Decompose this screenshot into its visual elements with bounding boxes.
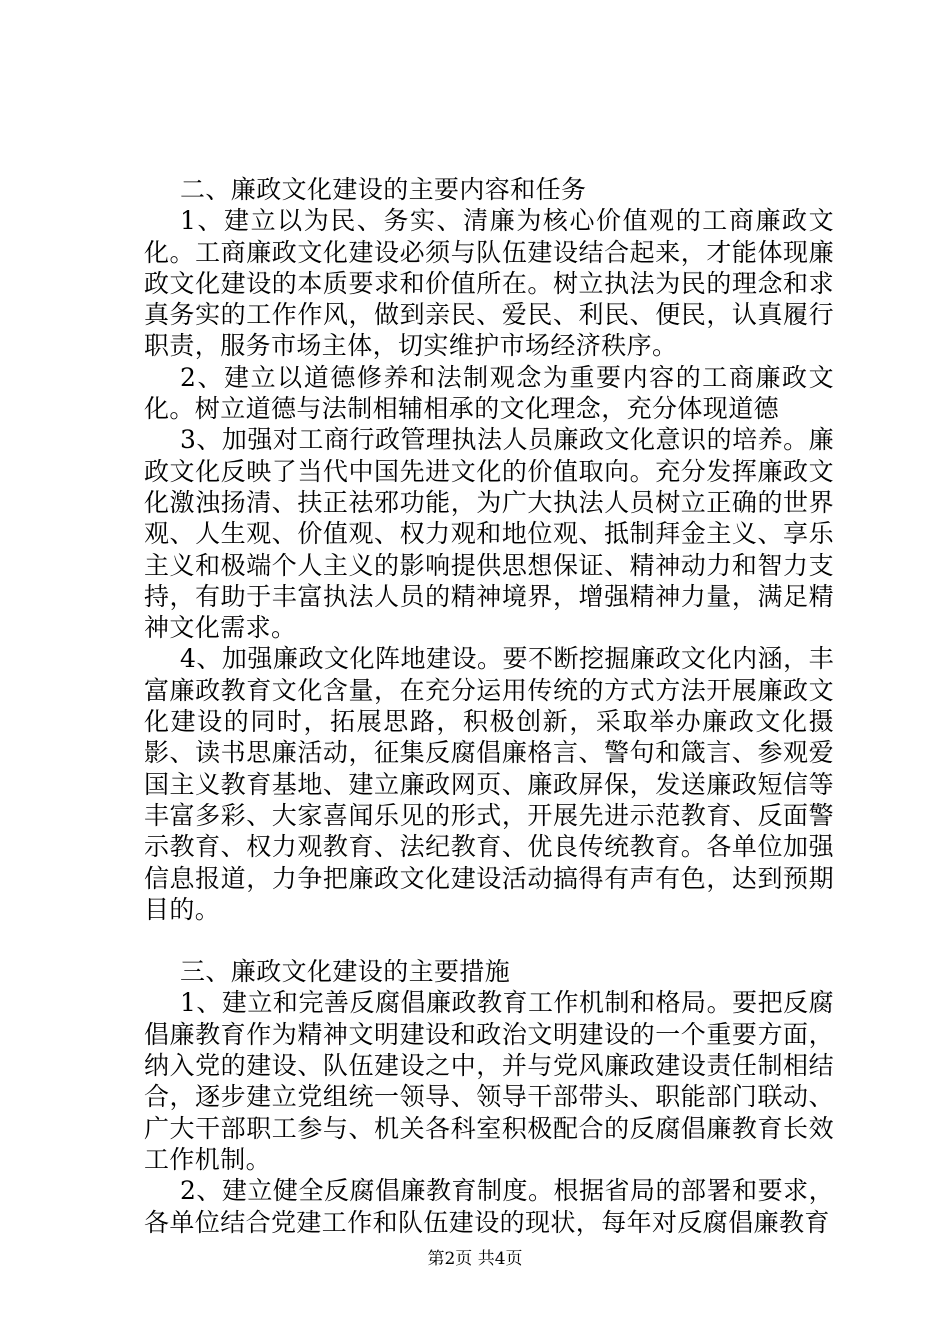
paragraph: 3、加强对工商行政管理执法人员廉政文化意识的培养。廉政文化反映了当代中国先进文化的价值取向。充分发挥廉政文化激浊扬清、扶正祛邪功能，为广大执法人员树立正确的世界观、人生观、价值观、权力观和地位观、抵制拜金主义、享乐主义和极端个人主义的影响提供思想保证、精神动力和智力支持，有助于丰富执法人员的精神境界，增强精神力量，满足精神文化需求。	[144, 425, 834, 643]
paragraph: 1、建立和完善反腐倡廉政教育工作机制和格局。要把反腐倡廉教育作为精神文明建设和政治文明建设的一个重要方面，纳入党的建设、队伍建设之中，并与党风廉政建设责任制相结合，逐步建立党组统一领导、领导干部带头、职能部门联动、广大干部职工参与、机关各科室积极配合的反腐倡廉教育长效工作机制。	[144, 988, 834, 1174]
paragraph: 1、建立以为民、务实、清廉为核心价值观的工商廉政文化。工商廉政文化建设必须与队伍建设结合起来，才能体现廉政文化建设的本质要求和价值所在。树立执法为民的理念和求真务实的工作作风，做到亲民、爱民、利民、便民，认真履行职责，服务市场主体，切实维护市场经济秩序。	[144, 206, 834, 361]
section-heading-2: 二、廉政文化建设的主要内容和任务	[180, 175, 587, 204]
section-heading-3: 三、廉政文化建设的主要措施	[180, 957, 511, 987]
section-spacer	[144, 925, 834, 956]
paragraph: 4、加强廉政文化阵地建设。要不断挖掘廉政文化内涵，丰富廉政教育文化含量，在充分运用传统的方式方法开展廉政文化建设的同时，拓展思路，积极创新，采取举办廉政文化摄影、读书思廉活动，征集反腐倡廉格言、警句和箴言、参观爱国主义教育基地、建立廉政网页、廉政屏保，发送廉政短信等丰富多彩、大家喜闻乐见的形式，开展先进示范教育、反面警示教育、权力观教育、法纪教育、优良传统教育。各单位加强信息报道，力争把廉政文化建设活动搞得有声有色，达到预期目的。	[144, 644, 834, 924]
page-number-footer: 第2页 共4页	[427, 1249, 523, 1269]
document-body	[144, 174, 834, 1238]
paragraph: 2、建立健全反腐倡廉教育制度。根据省局的部署和要求，各单位结合党建工作和队伍建设的现状，每年对反腐倡廉教育	[144, 1176, 834, 1237]
paragraph: 2、建立以道德修养和法制观念为重要内容的工商廉政文化。树立道德与法制相辅相承的文化理念，充分体现道德	[144, 362, 834, 424]
